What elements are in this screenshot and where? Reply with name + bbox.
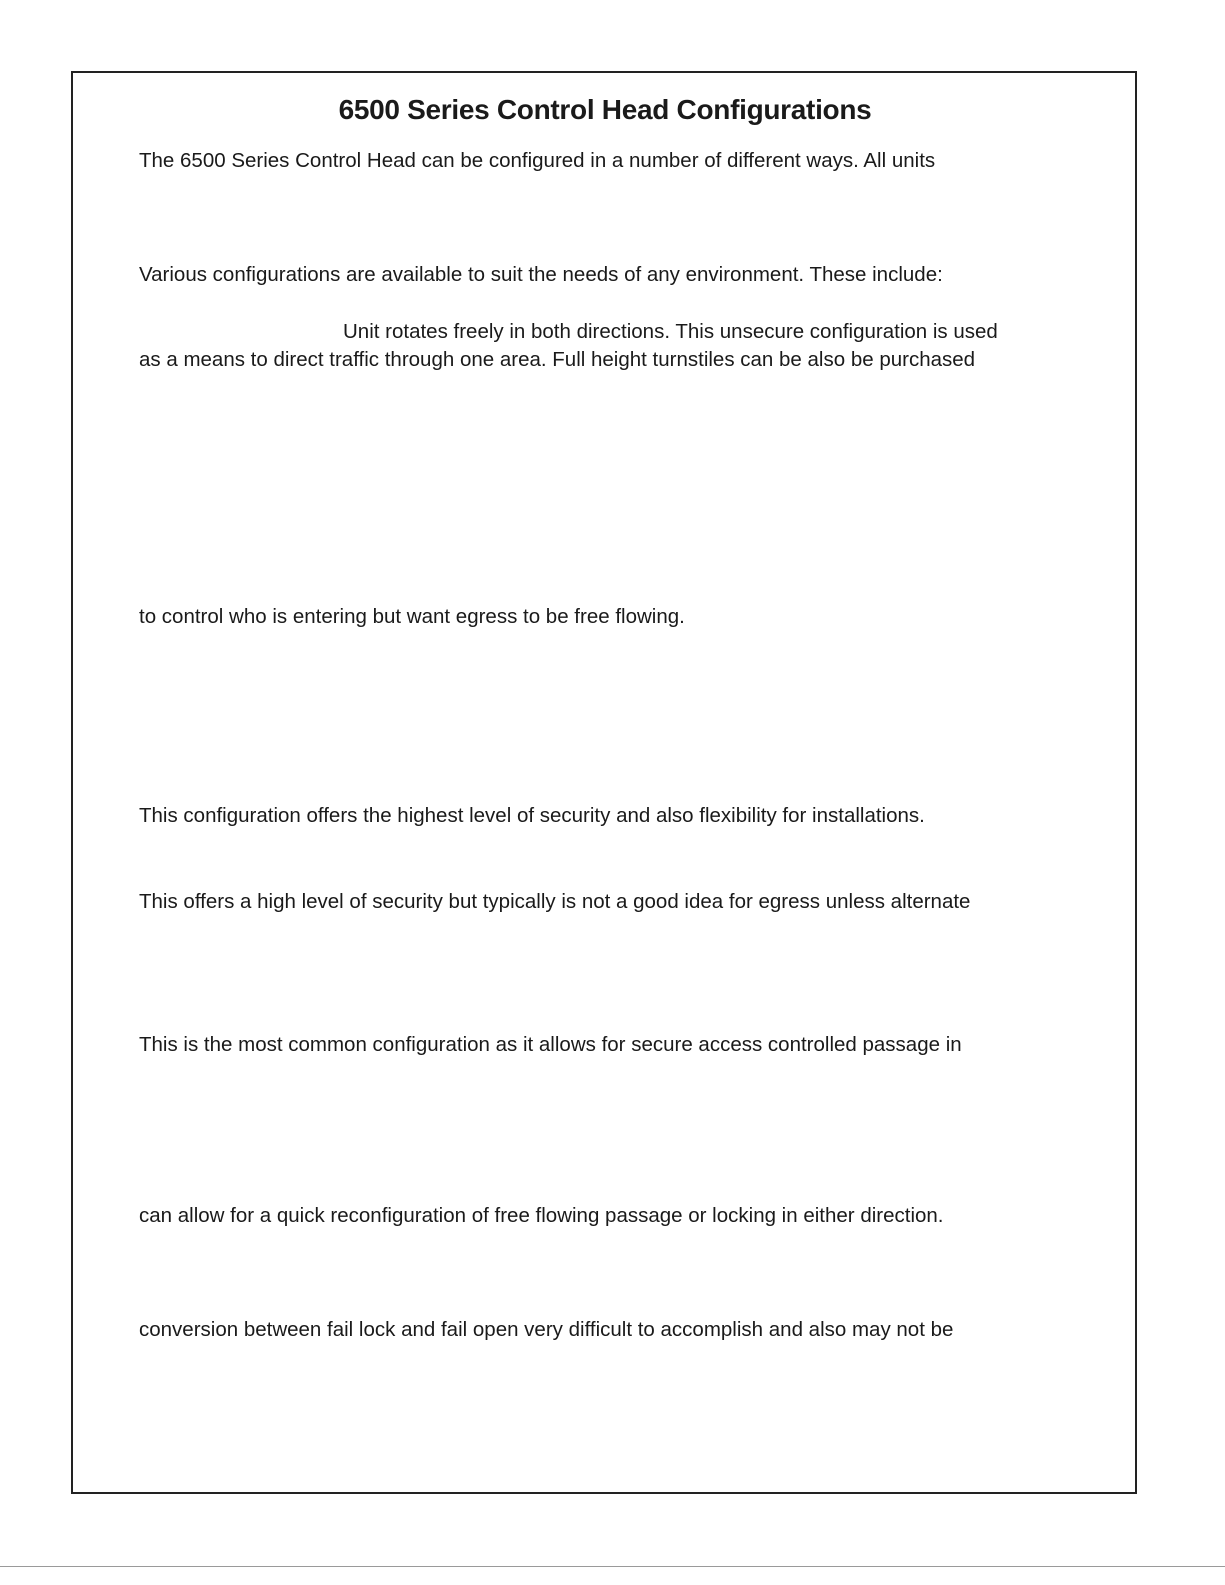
paragraph-line: as a means to direct traffic through one area. Full height turnstiles can be also be purchased — [139, 348, 976, 371]
paragraph-line: The 6500 Series Control Head can be configured in a number of different ways. All units — [139, 149, 936, 172]
paragraph-line: This offers a high level of security but typically is not a good idea for egress unless alternate — [139, 890, 971, 913]
page-title: 6500 Series Control Head Configurations — [338, 94, 872, 125]
paragraph-line: This configuration offers the highest level of security and also flexibility for installations. — [139, 804, 925, 827]
paragraph-line: can allow for a quick reconfiguration of free flowing passage or locking in either direction. — [139, 1204, 944, 1227]
paragraph-line: to control who is entering but want egress to be free flowing. — [139, 605, 685, 628]
paragraph-line: Unit rotates freely in both directions. This unsecure configuration is used — [343, 320, 998, 343]
bottom-divider — [0, 1566, 1225, 1567]
paragraph-line: Various configurations are available to suit the needs of any environment. These include: — [139, 263, 943, 286]
paragraph-line: This is the most common configuration as it allows for secure access controlled passage in — [139, 1033, 962, 1056]
paragraph-line: conversion between fail lock and fail open very difficult to accomplish and also may not be — [139, 1318, 954, 1341]
